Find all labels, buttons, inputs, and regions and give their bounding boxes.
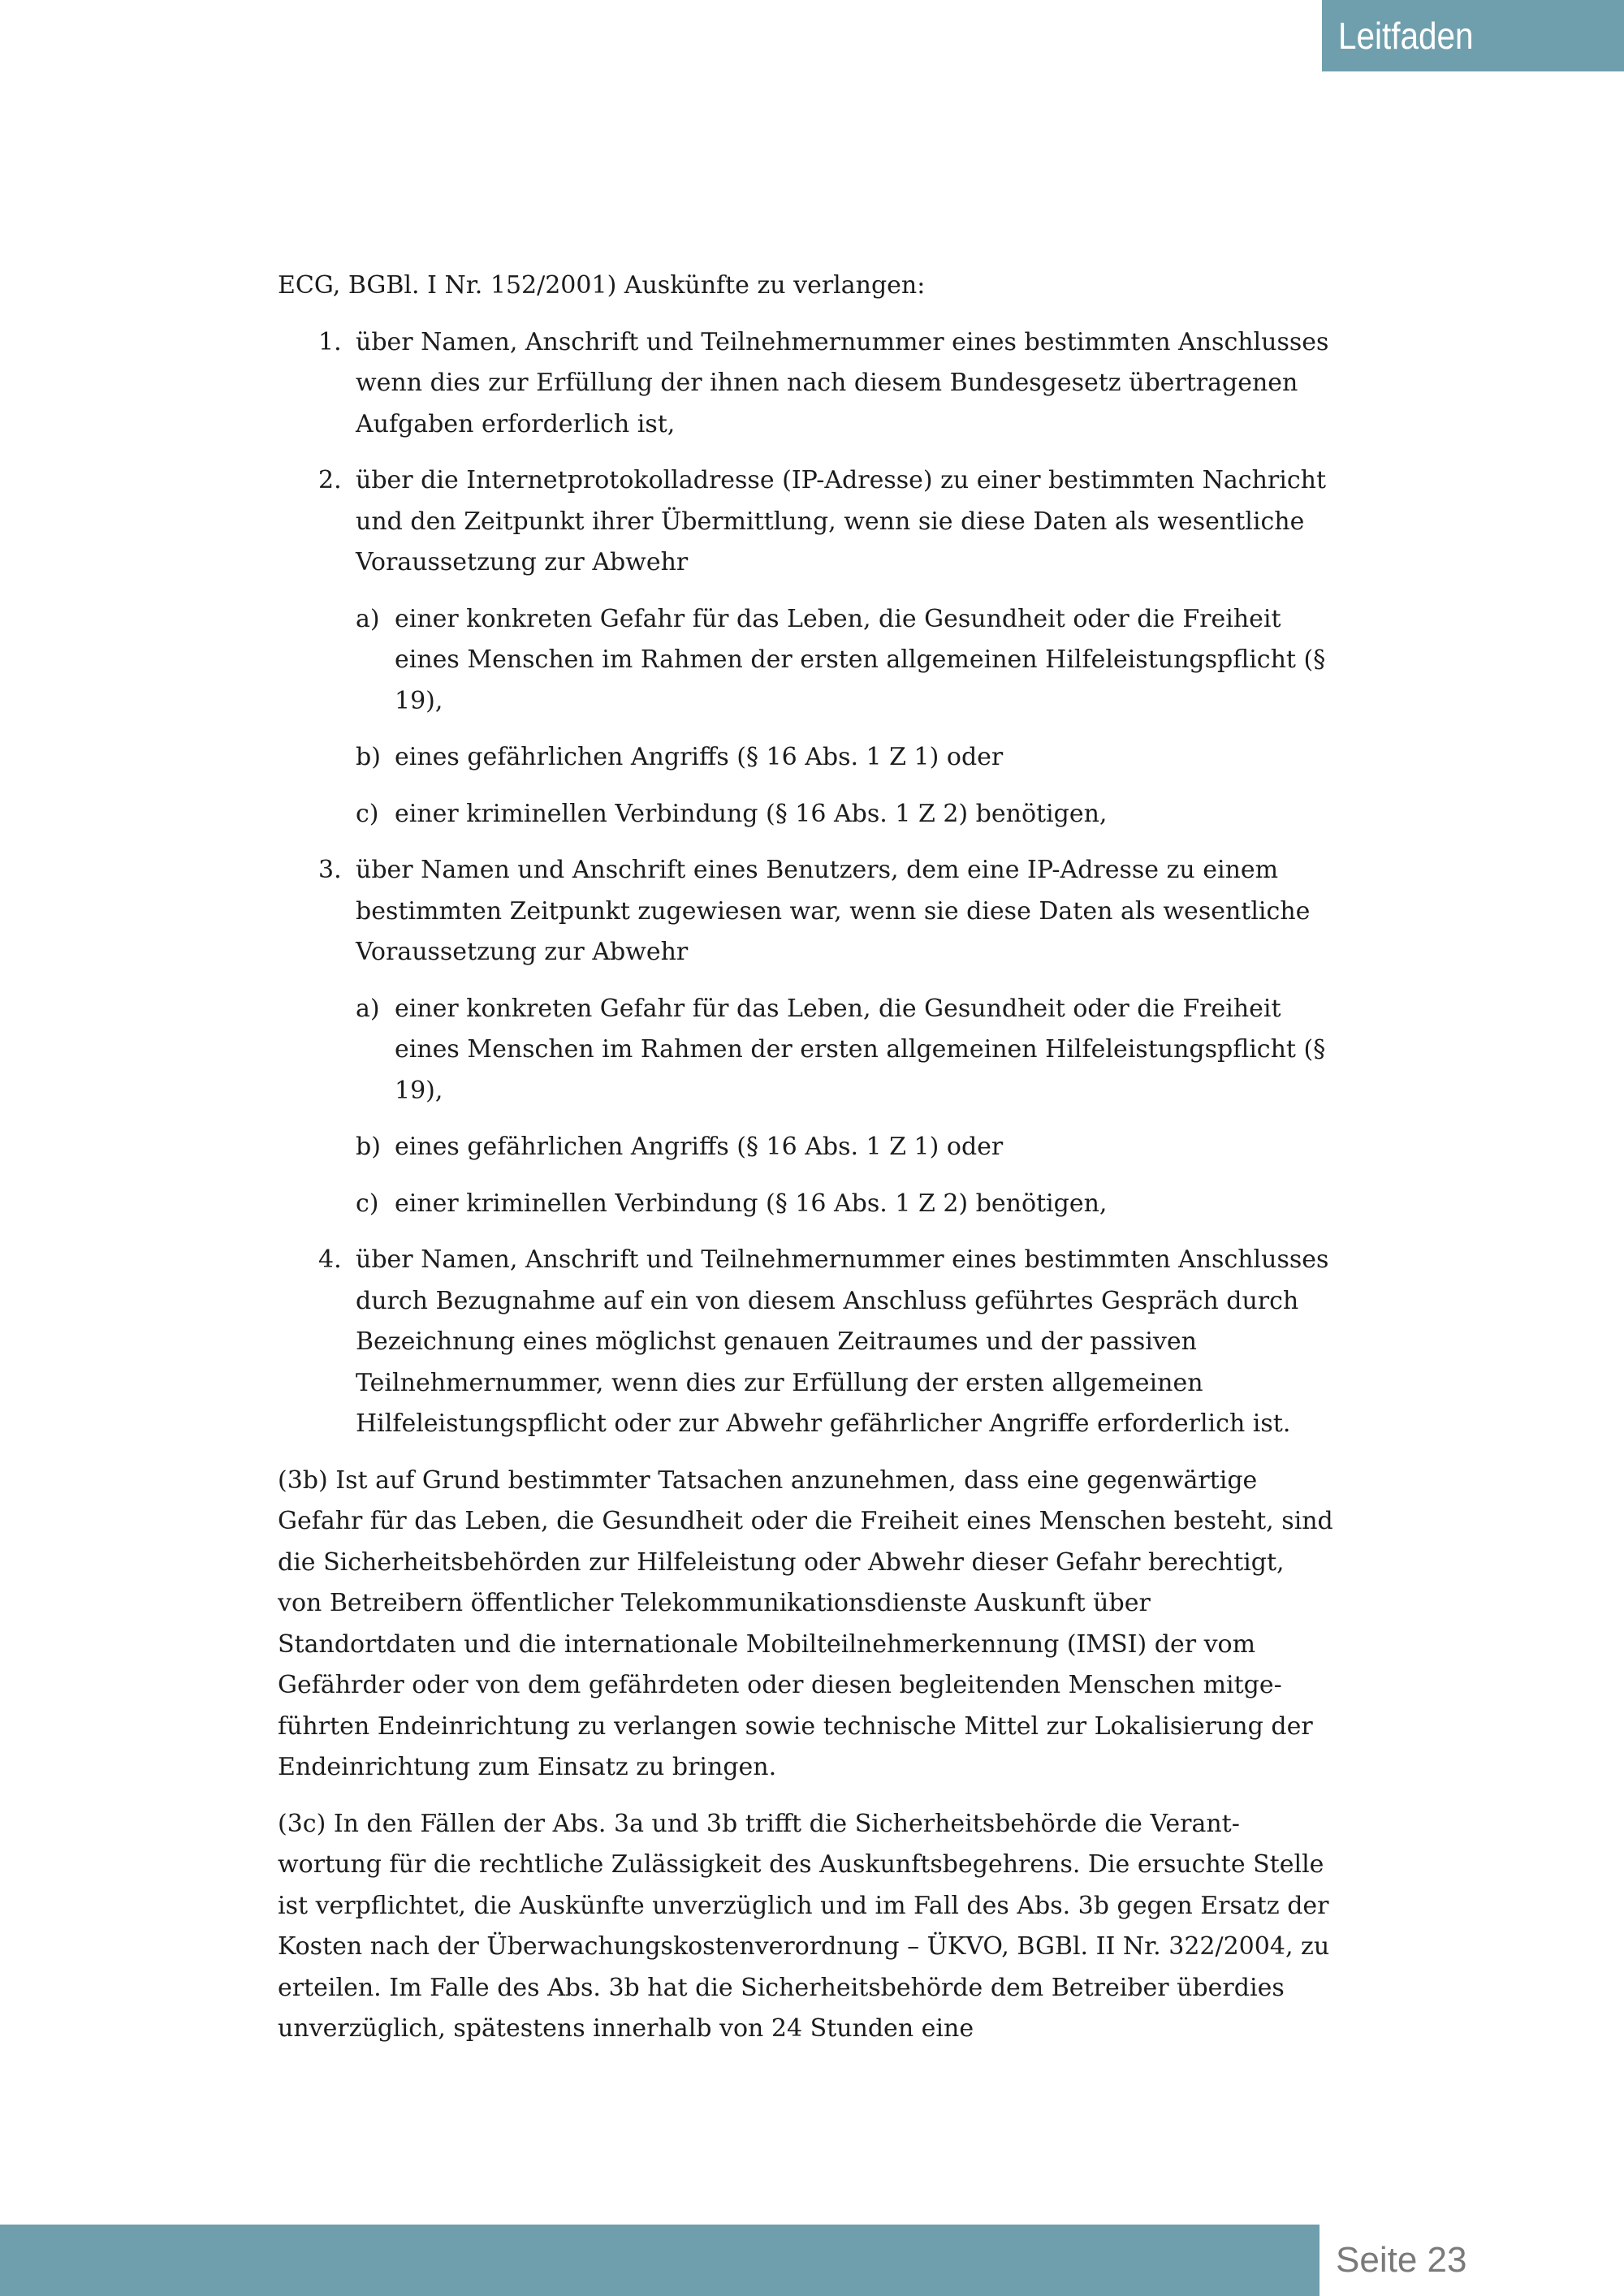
document-body — [278, 265, 1333, 2065]
list-item-text: über Namen, Anschrift und Teilnehmernummer eines bestimmten Anschlusses wenn dies zur Erfüllung der ihnen nach diesem Bundesgesetz übertragenen Aufgaben erforderlich ist, — [356, 327, 1329, 438]
sub-item-text: eines gefährlichen Angriffs (§ 16 Abs. 1 Z 1) oder — [395, 1133, 1004, 1161]
sub-item-text: eines gefährlichen Angriffs (§ 16 Abs. 1 Z 1) oder — [395, 743, 1004, 771]
sub-letter: b) — [356, 743, 381, 771]
list-number: 4. — [318, 1245, 342, 1274]
list-item-2 — [278, 460, 1333, 835]
sub-item-b — [356, 1127, 1333, 1168]
sub-item-text: einer konkreten Gefahr für das Leben, die Gesundheit oder die Freiheit eines Menschen im Rahmen der ersten allgemeinen Hilfeleistungspflicht (§ 19), — [395, 994, 1326, 1105]
sub-list — [356, 989, 1333, 1225]
list-item-1 — [278, 322, 1333, 446]
sub-letter: c) — [356, 799, 379, 828]
sub-letter: a) — [356, 994, 380, 1023]
paragraph-3c: (3c) In den Fällen der Abs. 3a und 3b trifft die Sicherheitsbehörde die Verantwortung für die rechtliche Zulässigkeit des Auskunftsbegehrens. Die ersuchte Stelle ist verpflichtet, die Auskünfte unverzüglich und im Fall des Abs. 3b gegen Ersatz der Kosten nach der Überwachungskostenverordnung – ÜKVO, BGBl. II Nr. 322/2004, zu erteilen. Im Falle des Abs. 3b hat die Sicherheitsbehörde dem Betreiber überdies unverzüglich, spätestens innerhalb von 24 Stunden eine — [278, 1809, 1330, 2043]
paragraph-3b: (3b) Ist auf Grund bestimmter Tatsachen anzunehmen, dass eine gegenwärtige Gefahr für das Leben, die Gesundheit oder die Freiheit eines Menschen besteht, sind die Sicherheitsbehörden zur Hilfeleistung oder Abwehr dieser Gefahr berechtigt, von Betreibern öffentlicher Telekommunikationsdienste Auskunft über Standortdaten und die internationale Mobilteilnehmerkennung (IMSI) der vom Gefährder oder von dem gefährdeten oder diesen begleitenden Menschen mitgeführten Endeinrichtung zu verlangen sowie technische Mittel zur Lokalisierung der Endeinrichtung zum Einsatz zu bringen. — [278, 1465, 1333, 1781]
section-header-label: Leitfaden — [1338, 15, 1474, 57]
intro-paragraph: ECG, BGBl. I Nr. 152/2001) Auskünfte zu verlangen: — [278, 271, 926, 300]
sub-item-text: einer kriminellen Verbindung (§ 16 Abs. 1 Z 2) benötigen, — [395, 1189, 1108, 1218]
list-item-text: über die Internetprotokolladresse (IP-Adresse) zu einer bestimmten Nachricht und den Zeitpunkt ihrer Übermittlung, wenn sie diese Daten als wesentliche Voraussetzung zur Abwehr — [356, 466, 1327, 576]
section-header-tab — [1322, 0, 1624, 71]
sub-letter: a) — [356, 604, 380, 633]
sub-item-text: einer kriminellen Verbindung (§ 16 Abs. 1 Z 2) benötigen, — [395, 799, 1108, 828]
sub-item-c — [356, 794, 1333, 835]
list-number: 2. — [318, 466, 342, 494]
list-item-text: über Namen, Anschrift und Teilnehmernummer eines bestimmten Anschlusses durch Bezugnahme auf ein von diesem Anschluss geführtes Gespräch durch Bezeichnung eines möglichst genauen Zeitraumes und der passiven Teilnehmernummer, wenn dies zur Erfüllung der ersten allgemeinen Hilfeleistungspflicht oder zur Abwehr gefährlicher Angriffe erforderlich ist. — [356, 1245, 1329, 1438]
page-number: Seite 23 — [1336, 2240, 1467, 2280]
sub-list — [356, 599, 1333, 835]
sub-item-a — [356, 989, 1333, 1112]
sub-item-b — [356, 737, 1333, 779]
list-item-text: über Namen und Anschrift eines Benutzers, dem eine IP-Adresse zu einem bestimmten Zeitpunkt zugewiesen war, wenn sie diese Daten als wesentliche Voraussetzung zur Abwehr — [356, 856, 1311, 966]
numbered-list — [278, 322, 1333, 1445]
list-number: 3. — [318, 856, 342, 884]
sub-item-a — [356, 599, 1333, 723]
sub-letter: b) — [356, 1133, 381, 1161]
list-number: 1. — [318, 327, 342, 356]
sub-item-text: einer konkreten Gefahr für das Leben, die Gesundheit oder die Freiheit eines Menschen im Rahmen der ersten allgemeinen Hilfeleistungspflicht (§ 19), — [395, 604, 1326, 715]
list-item-4 — [278, 1240, 1333, 1445]
sub-letter: c) — [356, 1189, 379, 1218]
sub-item-c — [356, 1184, 1333, 1225]
footer-bar — [0, 2225, 1320, 2296]
list-item-3 — [278, 850, 1333, 1224]
